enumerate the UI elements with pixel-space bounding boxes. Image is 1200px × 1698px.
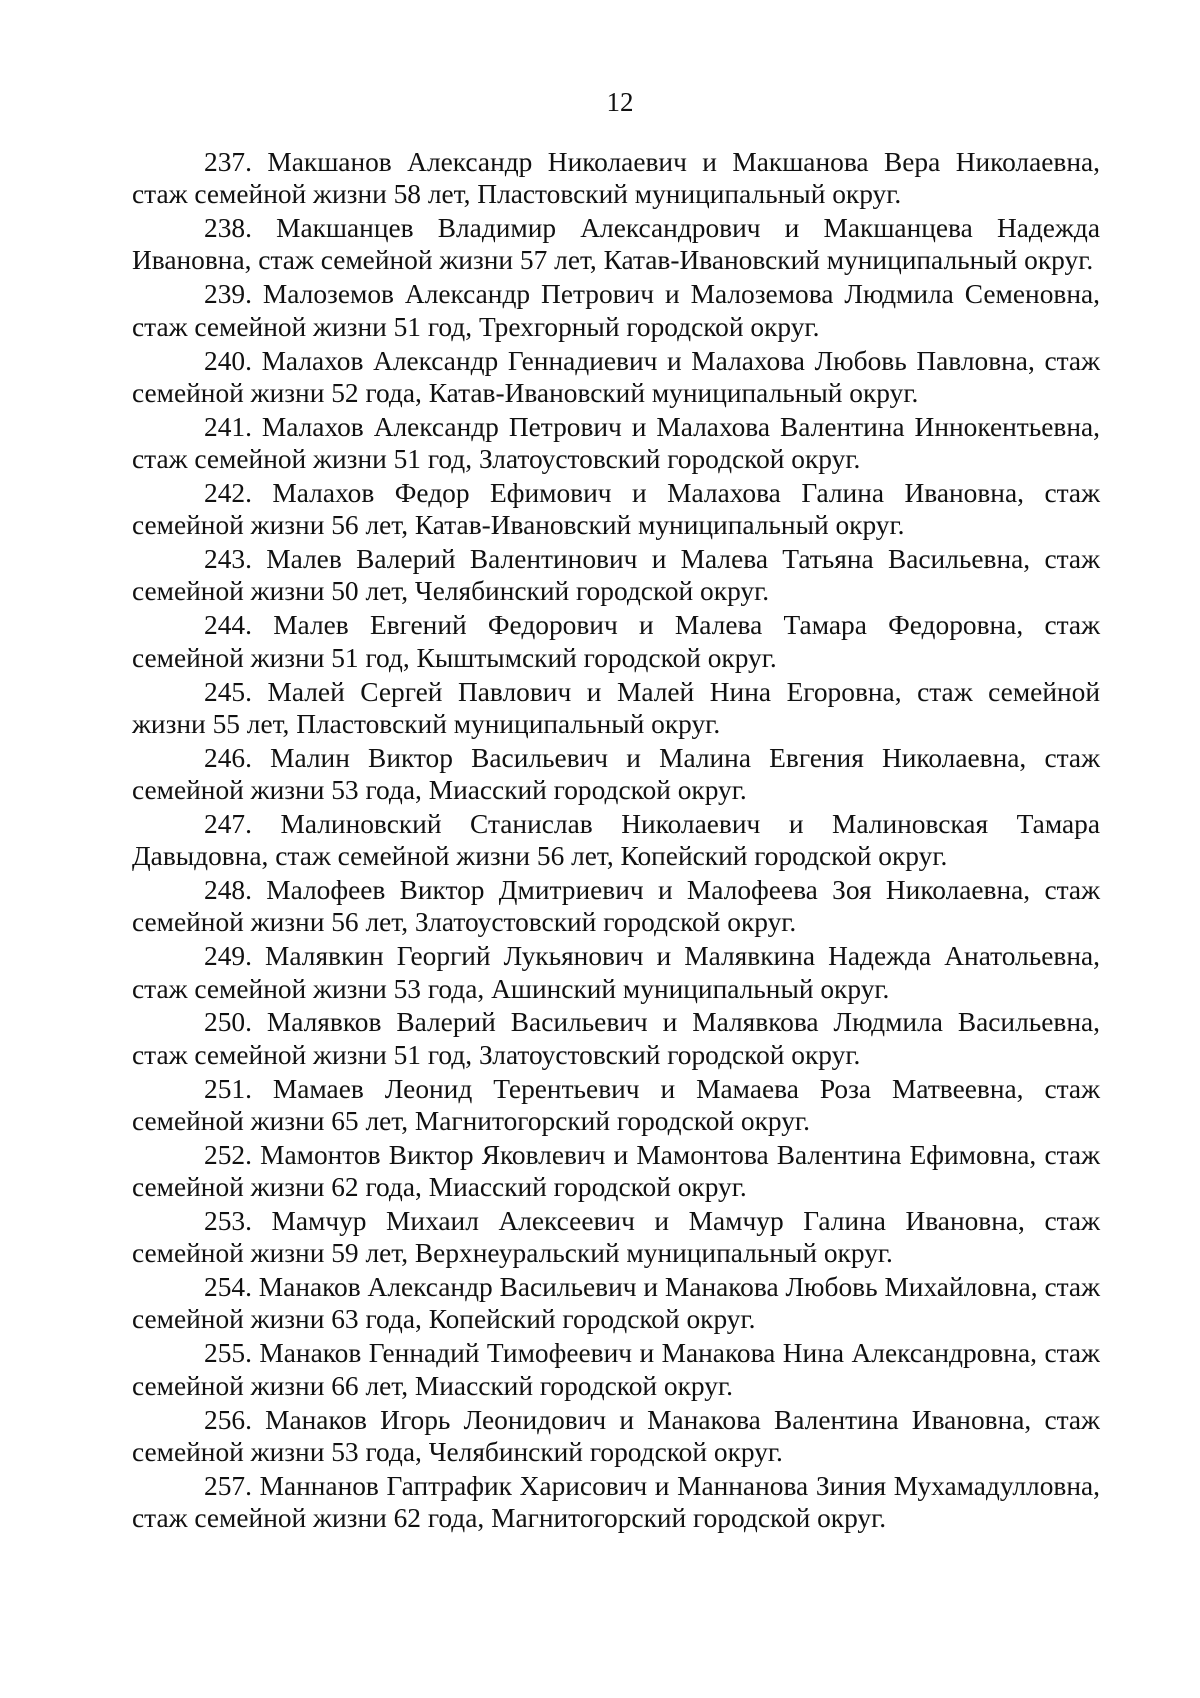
list-item: 249. Малявкин Георгий Лукьянович и Малявкина Надежда Анатольевна, стаж семейной жизни 53 года, Ашинский муниципальный округ. bbox=[132, 941, 1100, 1004]
list-item: 240. Малахов Александр Геннадиевич и Малахова Любовь Павловна, стаж семейной жизни 52 года, Катав-Ивановский муниципальный округ. bbox=[132, 345, 1100, 408]
list-item: 256. Манаков Игорь Леонидович и Манакова Валентина Ивановна, стаж семейной жизни 53 года, Челябинский городской округ. bbox=[132, 1404, 1100, 1467]
list-item: 241. Малахов Александр Петрович и Малахова Валентина Иннокентьевна, стаж семейной жизни 51 год, Златоустовский городской округ. bbox=[132, 411, 1100, 475]
list-item: 246. Малин Виктор Васильевич и Малина Евгения Николаевна, стаж семейной жизни 53 года, Миасский городской округ. bbox=[132, 742, 1100, 805]
list-item: 248. Малофеев Виктор Дмитриевич и Малофеева Зоя Николаевна, стаж семейной жизни 56 лет, Златоустовский городской округ. bbox=[132, 875, 1100, 938]
list-item: 257. Маннанов Гаптрафик Харисович и Маннанова Зиния Мухамадулловна, стаж семейной жизни 62 года, Магнитогорский городской округ. bbox=[132, 1470, 1100, 1534]
list-item: 242. Малахов Федор Ефимович и Малахова Галина Ивановна, стаж семейной жизни 56 лет, Катав-Ивановский муниципальный округ. bbox=[132, 477, 1100, 541]
list-item: 250. Малявков Валерий Васильевич и Малявкова Людмила Васильевна, стаж семейной жизни 51 год, Златоустовский городской округ. bbox=[132, 1007, 1100, 1070]
list-item: 245. Малей Сергей Павлович и Малей Нина Егоровна, стаж семейной жизни 55 лет, Пластовский муниципальный округ. bbox=[132, 676, 1100, 739]
list-item: 237. Макшанов Александр Николаевич и Макшанова Вера Николаевна, стаж семейной жизни 58 лет, Пластовский муниципальный округ. bbox=[132, 147, 1100, 210]
list-item: 253. Мамчур Михаил Алексеевич и Мамчур Галина Ивановна, стаж семейной жизни 59 лет, Верхнеуральский муниципальный округ. bbox=[132, 1206, 1100, 1269]
list-item: 251. Мамаев Леонид Терентьевич и Мамаева Роза Матвеевна, стаж семейной жизни 65 лет, Магнитогорский городской округ. bbox=[132, 1073, 1100, 1136]
list-item: 238. Макшанцев Владимир Александрович и Макшанцева Надежда Ивановна, стаж семейной жизни 57 лет, Катав-Ивановский муниципальный округ. bbox=[132, 213, 1100, 276]
entry-list bbox=[132, 146, 1100, 1536]
list-item: 239. Малоземов Александр Петрович и Малоземова Людмила Семеновна, стаж семейной жизни 51 год, Трехгорный городской округ. bbox=[132, 279, 1100, 342]
list-item: 244. Малев Евгений Федорович и Малева Тамара Федоровна, стаж семейной жизни 51 год, Кыштымский городской округ. bbox=[132, 610, 1100, 673]
page-number: 12 bbox=[606, 87, 634, 117]
list-item: 254. Манаков Александр Васильевич и Манакова Любовь Михайловна, стаж семейной жизни 63 года, Копейский городской округ. bbox=[132, 1272, 1100, 1335]
list-item: 255. Манаков Геннадий Тимофеевич и Манакова Нина Александровна, стаж семейной жизни 66 лет, Миасский городской округ. bbox=[132, 1338, 1100, 1401]
list-item: 252. Мамонтов Виктор Яковлевич и Мамонтова Валентина Ефимовна, стаж семейной жизни 62 года, Миасский городской округ. bbox=[132, 1139, 1100, 1203]
list-item: 247. Малиновский Станислав Николаевич и Малиновская Тамара Давыдовна, стаж семейной жизни 56 лет, Копейский городской округ. bbox=[132, 808, 1100, 872]
list-item: 243. Малев Валерий Валентинович и Малева Татьяна Васильевна, стаж семейной жизни 50 лет, Челябинский городской округ. bbox=[132, 544, 1100, 607]
